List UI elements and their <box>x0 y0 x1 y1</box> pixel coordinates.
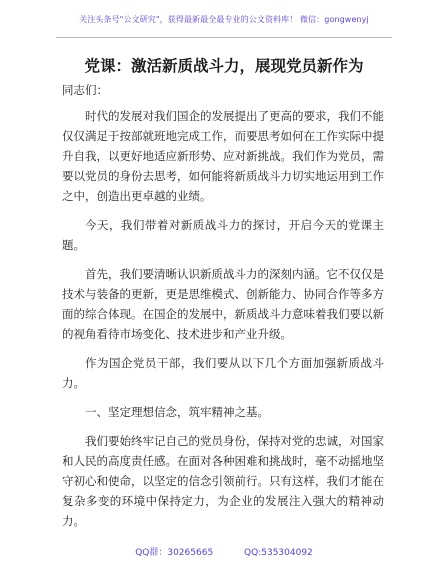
document-title: 党课：激活新质战斗力，展现党员新作为 <box>84 57 364 75</box>
footer <box>0 545 448 558</box>
salutation: 同志们： <box>62 83 108 97</box>
paragraph-3: 首先，我们要清晰认识新质战斗力的深刻内涵。它不仅仅是技术与装备的更新，更是思维模式、创新能力、协同合作等多方面的综合体现。在国企的发展中，新质战斗力意味着我们要以新的视角看待市场变化、技术进步和产业升级。 <box>62 267 384 341</box>
header-divider <box>56 37 392 38</box>
paragraph-5: 我们要始终牢记自己的党员身份，保持对党的忠诚，对国家和人民的高度责任感。在面对各种困难和挑战时，毫不动摇地坚守初心和使命，以坚定的信念引领前行。只有这样，我们才能在复杂多变的环境中保持定力，为企业的发展注入强大的精神动力。 <box>62 434 384 528</box>
section-heading-1: 一、坚定理想信念，筑牢精神之基。 <box>85 405 269 419</box>
paragraph-2: 今天，我们带着对新质战斗力的探讨，开启今天的党课主题。 <box>62 218 384 252</box>
footer-qq-group: QQ群：30265665 <box>135 548 214 558</box>
header-note: 关注头条号"公文研究"，获得最新最全最专业的公文资料库！ 微信：gongwenyj <box>79 15 369 24</box>
paragraph-4: 作为国企党员干部，我们要从以下几个方面加强新质战斗力。 <box>62 356 384 390</box>
document-body <box>62 106 384 540</box>
paragraph-1: 时代的发展对我们国企的发展提出了更高的要求，我们不能仅仅满足于按部就班地完成工作，而要思考如何在工作实际中提升自我，以更好地适应新形势、应对新挑战。我们作为党员，需要以党员的身份去思考，如何能将新质战斗力切实地运用到工作之中，创造出更卓越的业绩。 <box>62 109 384 203</box>
footer-qq: QQ:535304092 <box>244 548 313 558</box>
